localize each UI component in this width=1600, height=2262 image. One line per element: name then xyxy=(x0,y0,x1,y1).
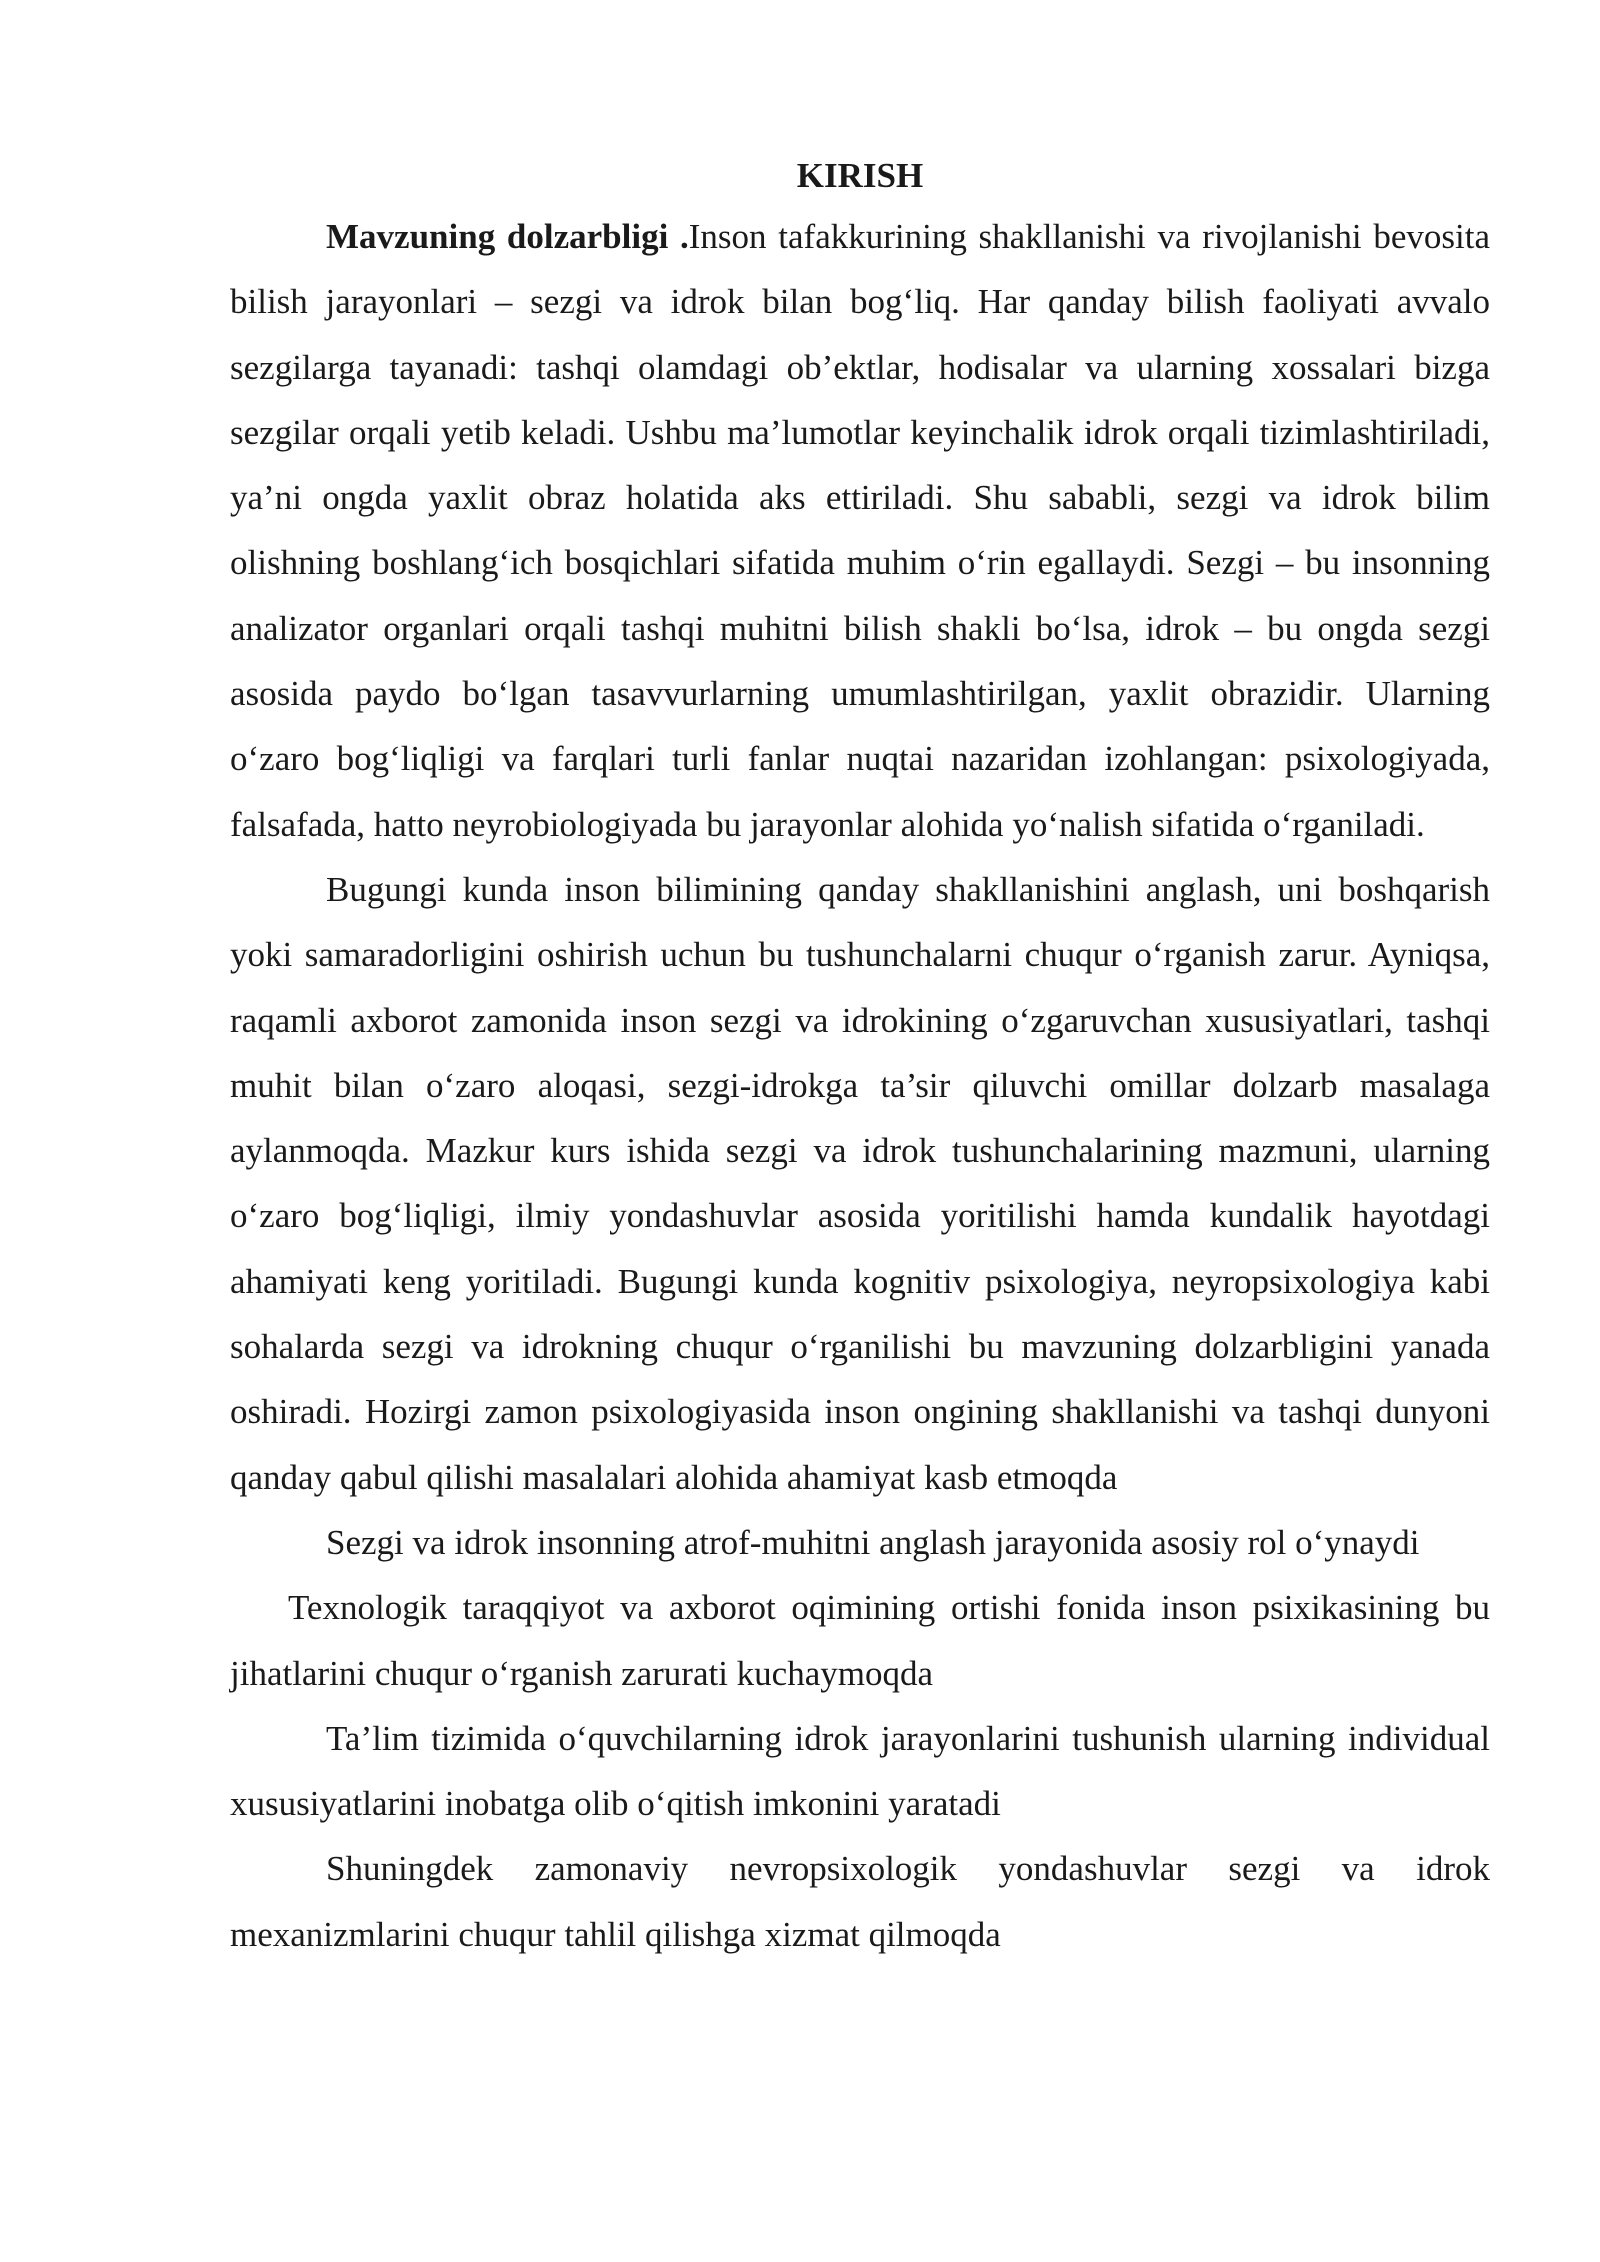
paragraph-neuropsychology: Shuningdek zamonaviy nevropsixologik yondashuvlar sezgi va idrok mexanizmlarini chuqur tahlil qilishga xizmat qilmoqda xyxy=(230,1849,1490,1954)
page-title: KIRISH xyxy=(796,156,924,195)
paragraph-education: Ta’lim tizimida o‘quvchilarning idrok jarayonlarini tushunish ularning individual xususiyatlarini inobatga olib o‘qitish imkonini yaratadi xyxy=(230,1718,1490,1824)
paragraph-lead: Mavzuning dolzarbligi . xyxy=(326,217,689,256)
paragraph-text: Inson tafakkurining shakllanishi va rivojlanishi bevosita bilish jarayonlari – sezgi va idrok bilan bog‘liq. Har qanday bilish faoliyati avvalo sezgilarga tayanadi: tashqi olamdagi ob’ektlar, hodisalar va ularning xossalari bizga sezgilar orqali yetib keladi. Ushbu ma’lumotlar keyinchalik idrok orqali tizimlashtiriladi, ya’ni ongda yaxlit obraz holatida aks ettiriladi. Shu sababli, sezgi va idrok bilim olishning boshlang‘ich bosqichlari sifatida muhim o‘rin egallaydi. Sezgi – bu insonning analizator organlari orqali tashqi muhitni bilish shakli bo‘lsa, idrok – bu ongda sezgi asosida paydo bo‘lgan tasavvurlarning umumlashtirilgan, yaxlit obrazidir. Ularning o‘zaro bog‘liqligi va farqlari turli fanlar nuqtai nazaridan izohlangan: psixologiyada, falsafada, hatto neyrobiologiyada bu jarayonlar alohida yo‘nalish sifatida o‘rganiladi. xyxy=(230,217,1491,844)
paragraph-today: Bugungi kunda inson bilimining qanday shakllanishini anglash, uni boshqarish yoki samaradorligini oshirish uchun bu tushunchalarni chuqur o‘rganish zarur. Ayniqsa, raqamli axborot zamonida inson sezgi va idrokining o‘zgaruvchan xususiyatlari, tashqi muhit bilan o‘zaro aloqasi, sezgi-idrokga ta’sir qiluvchi omillar dolzarb masalaga aylanmoqda. Mazkur kurs ishida sezgi va idrok tushunchalarining mazmuni, ularning o‘zaro bog‘liqligi, ilmiy yondashuvlar asosida yoritilishi hamda kundalik hayotdagi ahamiyati keng yoritiladi. Bugungi kunda kognitiv psixologiya, neyropsixologiya kabi sohalarda sezgi va idrokning chuqur o‘rganilishi bu mavzuning dolzarbligini yanada oshiradi. Hozirgi zamon psixologiyasida inson ongining shakllanishi va tashqi dunyoni qanday qabul qilishi masalalari alohida ahamiyat kasb etmoqda xyxy=(230,869,1490,1497)
paragraph-role: Sezgi va idrok insonning atrof-muhitni anglash jarayonida asosiy rol o‘ynaydi xyxy=(326,1522,1420,1562)
paragraph-technology: Texnologik taraqqiyot va axborot oqimining ortishi fonida inson psixikasining bu jihatlarini chuqur o‘rganish zarurati kuchaymoqda xyxy=(230,1588,1490,1693)
paragraph-relevance xyxy=(230,204,1490,857)
document-body xyxy=(230,148,1490,1967)
